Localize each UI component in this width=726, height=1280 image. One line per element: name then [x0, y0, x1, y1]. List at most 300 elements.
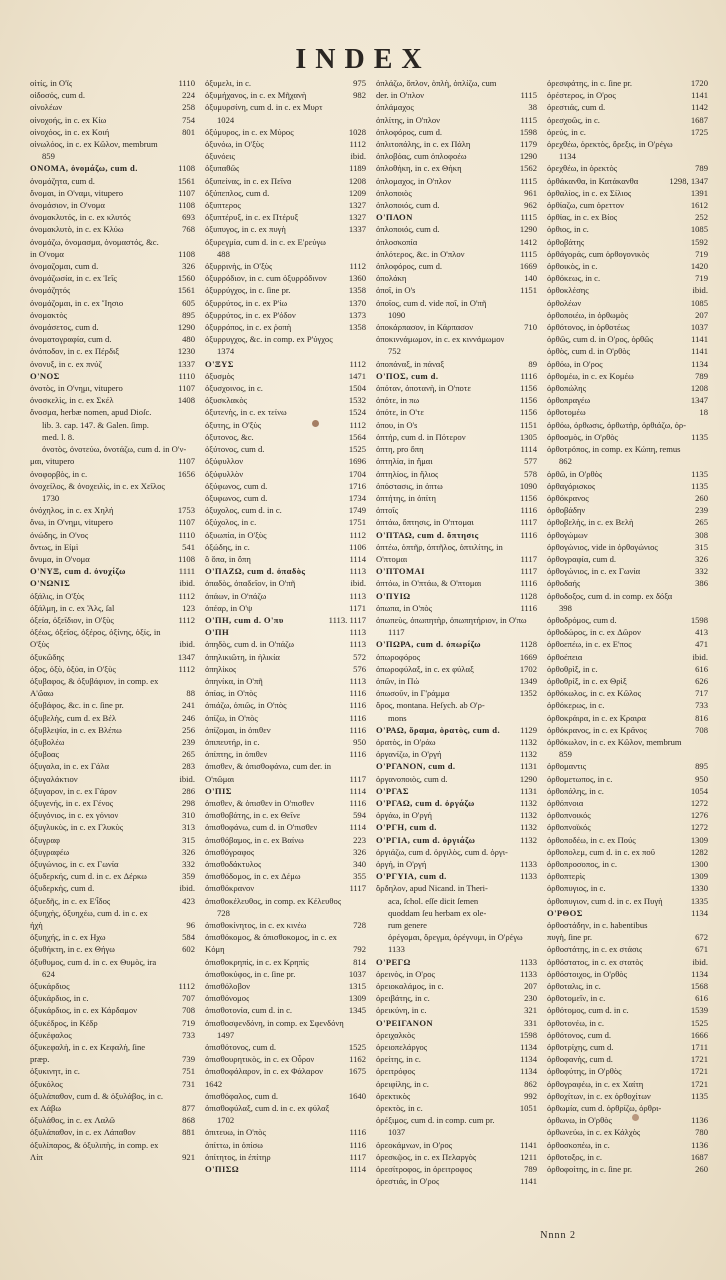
entry-page-ref: 265 — [182, 749, 195, 760]
index-entry — [205, 553, 366, 565]
entry-page-ref: 1337 — [177, 358, 195, 369]
index-entry — [376, 882, 537, 894]
entry-page-ref: 1352 — [519, 688, 537, 699]
entry-page-ref: 1108 — [178, 200, 195, 211]
entry-term: ὀρθομέω, in c. ex Κομέω — [547, 370, 634, 381]
entry-term: ὀξυγόνιος, in c. ex γόνιον — [30, 810, 119, 821]
entry-page-ref: 1337 — [348, 224, 366, 235]
index-entry — [376, 162, 537, 174]
index-entry — [376, 541, 537, 553]
entry-term: Ο'ΠΛΟΝ — [376, 212, 413, 223]
entry-page-ref: 1656 — [177, 468, 195, 479]
index-entry — [205, 968, 366, 980]
entry-page-ref: 1282 — [690, 846, 708, 857]
entry-term: ὀπισθουρητικὸς, in c. ex Οὖρον — [205, 1054, 315, 1065]
entry-term: ὀπηδὸς, cum d. in Ο'πάζω — [205, 639, 295, 650]
entry-term: Ο'ΠΑΖΩ, cum d. ὀπαδὸς — [205, 566, 306, 577]
index-entry — [30, 992, 195, 1004]
entry-term: ὀξυπαθῶς — [205, 163, 240, 174]
entry-page-ref: 96 — [186, 920, 195, 931]
index-entry — [30, 272, 195, 284]
entry-page-ref: 1037 — [690, 322, 708, 333]
entry-term: ὀρθοπραγέω — [547, 395, 591, 406]
entry-page-ref: 1420 — [690, 261, 708, 272]
index-entry — [547, 565, 708, 577]
entry-term: ὀξεία, ὀξεῖδιον, in Ο'ξὺς — [30, 614, 114, 625]
entry-page-ref: 89 — [528, 358, 537, 369]
entry-page-ref: 239 — [695, 505, 708, 516]
entry-term: ὀπισθοφάνω, cum d. in Ο'πισθεν — [205, 822, 318, 833]
index-entry — [30, 516, 195, 528]
entry-page-ref: 1135 — [691, 1090, 708, 1101]
entry-term: ὀρειβάτης, in c. — [376, 993, 430, 1004]
index-entry — [376, 431, 537, 443]
entry-term: ὀρθὸς, cum d. in Ο'ρθὸς — [547, 346, 630, 357]
index-entry — [205, 821, 366, 833]
entry-term: ὀρθοτομεῖν, in c. — [547, 993, 606, 1004]
entry-page-ref: 1114 — [349, 785, 366, 796]
index-entry — [547, 699, 708, 711]
index-entry — [376, 480, 537, 492]
entry-page-ref: 340 — [353, 859, 366, 869]
index-entry — [376, 468, 537, 480]
index-entry — [547, 199, 708, 211]
index-entry — [205, 199, 366, 211]
entry-page-ref: 672 — [695, 932, 708, 943]
entry-page-ref: 1276 — [690, 810, 708, 821]
entry-term: ὀξυλάπαθον, cum d. & ὀξυλάβος, in c. — [30, 1090, 164, 1101]
entry-page-ref: 1640 — [348, 1090, 366, 1101]
index-entry — [205, 858, 366, 870]
entry-term: 1037 — [388, 1127, 406, 1138]
entry-page-ref: 768 — [182, 224, 195, 235]
index-entry — [30, 236, 195, 248]
entry-page-ref: 1110 — [178, 78, 195, 88]
index-entry — [30, 858, 195, 870]
index-entry — [376, 760, 537, 772]
entry-page-ref: 1116 — [520, 602, 537, 613]
index-entry — [30, 1065, 195, 1077]
entry-term: Ο'ΠΩΡΑ, cum d. ὀπωρίζω — [376, 639, 481, 650]
entry-term: Ο'ΡΓΙΑ, cum d. ὀργιάζω — [376, 834, 476, 845]
index-column-2 — [199, 77, 370, 1227]
entry-term: Ο'ΝΟΣ — [30, 370, 60, 381]
entry-page-ref: 895 — [182, 309, 195, 320]
entry-page-ref: 1133 — [520, 956, 537, 967]
entry-term: ὀξυλάπαθον, in c. ex Λάπαθον — [30, 1127, 136, 1138]
entry-term: ὀπηλικιῶτη, in ἡλικία — [205, 651, 280, 662]
entry-term: ὀρεσκῷος, in c. ex Πελαργὸς — [376, 1151, 477, 1162]
entry-term: 1134 — [559, 151, 576, 162]
index-entry — [205, 675, 366, 687]
index-entry — [30, 1041, 195, 1053]
entry-term: ὀνομάζητα, cum d. — [30, 175, 95, 186]
index-entry — [205, 1029, 366, 1041]
entry-term: ὀρθογώνιος, vide in ὀρθογώνιος — [547, 541, 658, 552]
entry-page-ref: 1525 — [348, 444, 366, 455]
entry-page-ref: 1090 — [519, 480, 537, 491]
index-entry — [547, 480, 708, 492]
index-entry — [547, 882, 708, 894]
entry-page-ref: 1349 — [519, 675, 537, 686]
entry-term: ὀρθωνεύω, in c. ex Κάλχὸς — [547, 1127, 641, 1138]
index-entry — [205, 773, 366, 785]
entry-page-ref: 992 — [524, 1090, 537, 1101]
index-entry — [547, 260, 708, 272]
index-entry — [376, 199, 537, 211]
entry-page-ref: 751 — [182, 1066, 195, 1077]
entry-term: ὄνομαι, in Ο'ναμι, vitupero — [30, 187, 124, 198]
entry-page-ref: 1115 — [520, 114, 537, 125]
entry-page-ref: 1568 — [690, 981, 708, 992]
entry-term: ὀρθοχίτων, in c. ex ὀρθοχίτων — [547, 1090, 651, 1101]
index-entry — [547, 236, 708, 248]
entry-term: ὀρθοστάτης, in c. ex στάσις — [547, 944, 643, 955]
index-entry — [205, 712, 366, 724]
entry-term: aca, ſchol. eſſe dicit ſemen — [388, 895, 479, 906]
index-entry — [205, 455, 366, 467]
entry-term: Ο'ΞΥΣ — [205, 358, 234, 369]
index-entry — [376, 504, 537, 516]
entry-page-ref: 1309 — [690, 834, 708, 845]
index-entry — [547, 895, 708, 907]
entry-term: ὀξυρρύτος, in c. ex Ρ'ίω — [205, 297, 288, 308]
index-entry — [205, 577, 366, 589]
entry-page-ref: 1134 — [691, 907, 708, 918]
index-entry — [205, 1090, 366, 1102]
entry-term: ὀξυπτερος — [205, 200, 241, 211]
entry-page-ref: 1112 — [178, 614, 195, 625]
index-entry — [547, 675, 708, 687]
entry-page-ref: 868 — [182, 1115, 195, 1126]
entry-page-ref: 223 — [353, 834, 366, 845]
index-entry — [30, 419, 195, 431]
entry-term: 859 — [559, 749, 572, 760]
entry-page-ref: 1115 — [520, 248, 537, 259]
page-title: INDEX — [295, 44, 431, 75]
index-entry — [205, 468, 366, 480]
entry-term: Ο'ΡΕΓΩ — [376, 956, 411, 967]
index-entry — [376, 931, 537, 943]
entry-term: ὀπηλίκος — [205, 663, 237, 674]
entry-term: præp. — [30, 1054, 50, 1065]
entry-term: ὀρθωμία, cum d. ὀρθρίζω, ὀρθρι- — [547, 1103, 662, 1114]
index-entry — [30, 724, 195, 736]
entry-page-ref: 310 — [182, 810, 195, 821]
entry-page-ref: 1675 — [348, 1066, 366, 1077]
entry-term: ὀρθοτονέω, in c. — [547, 1017, 604, 1028]
entry-term: ὀξυθήκτη, in c. ex Θήγω — [30, 944, 115, 955]
index-entry — [547, 309, 708, 321]
entry-page-ref: 315 — [695, 541, 708, 552]
index-entry — [205, 1151, 366, 1163]
index-entry — [30, 406, 195, 418]
entry-page-ref: 1116 — [520, 529, 537, 540]
entry-term: ὀνόχηλος, in c. ex Χηλή — [30, 505, 114, 516]
index-entry — [205, 516, 366, 528]
entry-page-ref: 862 — [524, 1078, 537, 1089]
index-entry — [547, 1041, 708, 1053]
entry-page-ref: 1327 — [348, 200, 366, 211]
entry-page-ref: 1132 — [520, 736, 537, 747]
entry-page-ref: 1113 — [349, 639, 366, 650]
entry-term: ὀρεοκάμνων, in Ο'ρος — [376, 1139, 453, 1150]
entry-page-ref: 471 — [695, 639, 708, 650]
entry-page-ref: 1116 — [349, 797, 366, 808]
entry-term: Ο'ΠΟΣ, cum d. — [376, 370, 439, 381]
entry-term: ὀρέξιμος, cum d. in comp. cum pr. — [376, 1115, 495, 1126]
index-entry — [30, 114, 195, 126]
index-entry — [547, 943, 708, 955]
index-entry — [376, 516, 537, 528]
entry-term: ὀρθοβάτης — [547, 236, 585, 247]
index-entry — [30, 834, 195, 846]
entry-page-ref: 584 — [182, 932, 195, 943]
entry-page-ref: 286 — [182, 785, 195, 796]
entry-term: ὀρθοθρὶξ, in c. — [547, 663, 598, 674]
index-entry — [547, 748, 708, 760]
entry-term: ὀρεσιφάτης, in c. ſine pr. — [547, 78, 633, 88]
index-entry — [205, 223, 366, 235]
entry-term: ὀξυμήχανος, in c. ex Μῆχανὴ — [205, 90, 307, 101]
index-entry — [547, 724, 708, 736]
entry-term: ὀξυκάρδιος — [30, 981, 70, 992]
index-entry — [30, 651, 195, 663]
entry-term: ὀρθοδαής — [547, 578, 581, 589]
entry-term: ὀξυγενής, in c. ex Γένος — [30, 797, 114, 808]
entry-term: ὀπλοφόρος, cum d. — [376, 126, 443, 137]
index-entry — [376, 675, 537, 687]
entry-page-ref: 355 — [353, 871, 366, 882]
entry-page-ref: 1110 — [178, 370, 195, 381]
entry-term: ὀξύχολος, in c. — [205, 517, 257, 528]
entry-page-ref: 1309 — [690, 871, 708, 882]
index-entry — [30, 1151, 195, 1163]
entry-term: ὀρεχθέω, in ὀρεκτὸς — [547, 163, 618, 174]
entry-page-ref: 1562 — [519, 163, 537, 174]
index-entry — [30, 1017, 195, 1029]
index-entry — [547, 89, 708, 101]
entry-page-ref: 315 — [182, 834, 195, 845]
entry-page-ref: 1208 — [690, 383, 708, 394]
index-entry — [547, 114, 708, 126]
index-entry — [30, 919, 195, 931]
entry-page-ref: 1612 — [690, 200, 708, 211]
index-entry — [205, 699, 366, 711]
entry-term: ὀρθοσμὸς, in Ο'ρθὸς — [547, 431, 618, 442]
entry-term: ὀρατὸς, in Ο'ράω — [376, 736, 436, 747]
entry-page-ref: 1720 — [690, 78, 708, 88]
entry-page-ref: 1156 — [520, 407, 537, 418]
index-entry — [376, 406, 537, 418]
entry-term: ὀπισθοφάλαρον, in c. ex Φάλαρον — [205, 1066, 324, 1077]
index-entry — [376, 1078, 537, 1090]
entry-page-ref: 1133 — [520, 968, 537, 979]
index-entry — [547, 992, 708, 1004]
index-entry — [547, 455, 708, 467]
entry-term: ὀξυκῶδης — [30, 651, 65, 662]
entry-page-ref: 710 — [524, 322, 537, 333]
entry-page-ref: 1051 — [519, 1103, 537, 1114]
entry-page-ref: 1156 — [520, 395, 537, 406]
entry-term: ὀξυρρύτος, in c. ex Ρ'ὀδον — [205, 309, 296, 320]
index-entry — [205, 394, 366, 406]
index-entry — [205, 882, 366, 894]
entry-page-ref: 605 — [182, 297, 195, 308]
entry-page-ref: 1525 — [348, 1042, 366, 1053]
index-entry — [547, 211, 708, 223]
index-entry — [547, 651, 708, 663]
entry-page-ref: 1112 — [178, 981, 195, 992]
entry-page-ref: 961 — [524, 187, 537, 198]
entry-term: οἰνοχόος, in c. ex Κοιή — [30, 126, 110, 137]
entry-page-ref: 877 — [182, 1103, 195, 1114]
entry-term: ὀπίζω, in Ο'πὸς — [205, 712, 258, 723]
entry-page-ref: ibid. — [179, 883, 195, 894]
entry-page-ref: 1560 — [177, 273, 195, 284]
entry-term: ὀπισθόκομος, & ὀπισθοκομος, in c. ex — [205, 932, 337, 943]
entry-term: ὄρος, montana. Heſych. ab Ο'ρ- — [376, 700, 485, 711]
entry-page-ref: 1156 — [520, 383, 537, 394]
entry-page-ref: 1290 — [519, 773, 537, 784]
entry-page-ref: 1749 — [348, 505, 366, 516]
entry-page-ref: 733 — [695, 700, 708, 711]
entry-page-ref: 308 — [695, 529, 708, 540]
entry-page-ref: 1179 — [520, 139, 537, 150]
entry-term: ὀξύπεπλος, cum d. — [205, 187, 270, 198]
entry-term: ὀρθαγόρισκος — [547, 480, 596, 491]
index-entry — [547, 602, 708, 614]
index-entry — [547, 406, 708, 418]
entry-page-ref: 982 — [353, 90, 366, 101]
entry-page-ref: 1666 — [690, 1029, 708, 1040]
index-entry — [376, 870, 537, 882]
entry-term: ὀξυεδῆς, in c. ex Ε'ἶδος — [30, 895, 111, 906]
entry-page-ref: 1112 — [178, 590, 195, 601]
entry-term: ὄνοσμα, herbæ nomen, apud Dioſc. — [30, 407, 152, 418]
index-entry — [376, 1114, 537, 1126]
index-entry — [376, 797, 537, 809]
entry-term: ἠχὴ — [30, 920, 43, 931]
entry-term: ὀξυγραφέω — [30, 846, 70, 857]
entry-term: lib. 3. cap. 147. & Galen. ſimp. — [42, 419, 149, 430]
entry-page-ref: 754 — [182, 114, 195, 125]
entry-page-ref: 1598 — [690, 614, 708, 625]
index-entry — [30, 931, 195, 943]
entry-term: ὀπίττω, in ὀπίσω — [205, 1139, 263, 1150]
entry-term: ὀξυχολος, cum d. in c. — [205, 505, 282, 516]
entry-term: 1090 — [388, 309, 406, 320]
index-entry — [205, 626, 366, 638]
entry-page-ref: 541 — [182, 541, 195, 552]
entry-term: quoddam ſeu herbam ex ole- — [388, 907, 487, 918]
entry-term: ὀπισθοδάκτυλος — [205, 859, 262, 869]
entry-page-ref: 1115 — [520, 212, 537, 223]
entry-page-ref: 1290 — [177, 322, 195, 333]
entry-page-ref: 1525 — [690, 1017, 708, 1028]
index-entry — [30, 101, 195, 113]
entry-page-ref: 1113 — [349, 675, 366, 686]
index-entry — [547, 760, 708, 772]
entry-term: ὀποκάρπασον, in Κάρπασον — [376, 322, 474, 333]
entry-term: ὀπηνίκα, in Ο'πῆ — [205, 675, 263, 686]
index-entry — [30, 333, 195, 345]
entry-page-ref: 1669 — [519, 261, 537, 272]
entry-term: ὀπίζομαι, in ὀπιθεν — [205, 724, 271, 735]
entry-page-ref: 1721 — [690, 1078, 708, 1089]
entry-term: ὀρθίας, in c. ex Βίος — [547, 212, 618, 223]
entry-term: ὀρεύς, in c. — [547, 126, 586, 137]
entry-page-ref: 332 — [182, 859, 195, 869]
entry-page-ref: 1115 — [520, 175, 537, 186]
index-entry — [547, 1126, 708, 1138]
index-entry — [547, 77, 708, 89]
entry-page-ref: 1135 — [691, 431, 708, 442]
entry-term: ὀξυβελὴς, cum d. ex Βέλ — [30, 712, 117, 723]
entry-page-ref: 1054 — [690, 785, 708, 796]
entry-page-ref: 1134 — [691, 968, 708, 979]
index-entry — [376, 284, 537, 296]
entry-term: Λίπ — [30, 1151, 43, 1162]
entry-page-ref: 1189 — [349, 163, 366, 174]
entry-page-ref: 260 — [695, 492, 708, 503]
entry-page-ref: 671 — [695, 944, 708, 955]
index-entry — [376, 492, 537, 504]
entry-page-ref: 1300 — [690, 859, 708, 869]
entry-term: ὀξυρρόδιον, in c. cum ὀξυρρόδινον — [205, 273, 327, 284]
index-entry — [547, 1029, 708, 1041]
entry-term: ὀπλάμαχος — [376, 102, 414, 113]
entry-term: ὀξώδης, in c. — [205, 541, 250, 552]
entry-term: med. l. 8. — [42, 431, 75, 442]
index-entry — [205, 931, 366, 943]
entry-term: ὀπλοποιός, cum d. — [376, 200, 440, 211]
entry-term: ὀξυγώνιος, in c. ex Γωνία — [30, 859, 119, 869]
entry-term: ὀρθάγοράς, cum ὀρθογονικὸς — [547, 248, 650, 259]
entry-term: ὀξυπείνας, in c. ex Πεῖνα — [205, 175, 292, 186]
entry-term: ὀποῖ, in Ο's — [376, 285, 416, 296]
index-entry — [376, 748, 537, 760]
index-entry — [547, 773, 708, 785]
entry-term: ὀξυθυμος, cum d. in c. ex Θυμὸς, ira — [30, 956, 157, 967]
index-entry — [30, 309, 195, 321]
index-entry — [547, 1065, 708, 1077]
entry-term: ΟΝΟΜΑ, ὀνομάζω, cum d. — [30, 163, 138, 174]
entry-page-ref: 1721 — [690, 1054, 708, 1065]
entry-term: ὀπισθοβάτης, in c. ex Θεῖνε — [205, 810, 301, 821]
index-entry — [205, 663, 366, 675]
entry-term: ὀρεστιάς, in Ο'ρος — [376, 1176, 440, 1187]
entry-term: ὀξυκέφαλος — [30, 1029, 72, 1040]
entry-page-ref: 1136 — [691, 1139, 708, 1150]
index-entry — [547, 138, 708, 150]
entry-page-ref: 224 — [182, 90, 195, 101]
entry-term: ὀξυγαρον, in c. ex Γάρον — [30, 785, 117, 796]
index-entry — [205, 602, 366, 614]
entry-page-ref: 1151 — [520, 419, 537, 430]
index-entry — [547, 577, 708, 589]
entry-term: ὀξυλάθος, in c. ex Λαλῶ — [30, 1115, 115, 1126]
index-entry — [547, 712, 708, 724]
index-entry — [547, 1078, 708, 1090]
entry-term: ὀρεχθέω, ὀρεκτὸς, ὄρεξις, in Ο'ρέγω — [547, 139, 673, 150]
entry-term: ὀρέγομαι, ὄρεγμα, ὀρέγνυμι, in Ο'ρέγω — [388, 932, 523, 943]
entry-term: ὀπισθόλοβον — [205, 981, 251, 992]
entry-term: ὀρθῶ, in Ο'ρθὸς — [547, 468, 603, 479]
index-entry — [376, 785, 537, 797]
entry-page-ref: 1272 — [690, 822, 708, 833]
entry-term: ὀπλοποιός, cum d. — [376, 224, 440, 235]
